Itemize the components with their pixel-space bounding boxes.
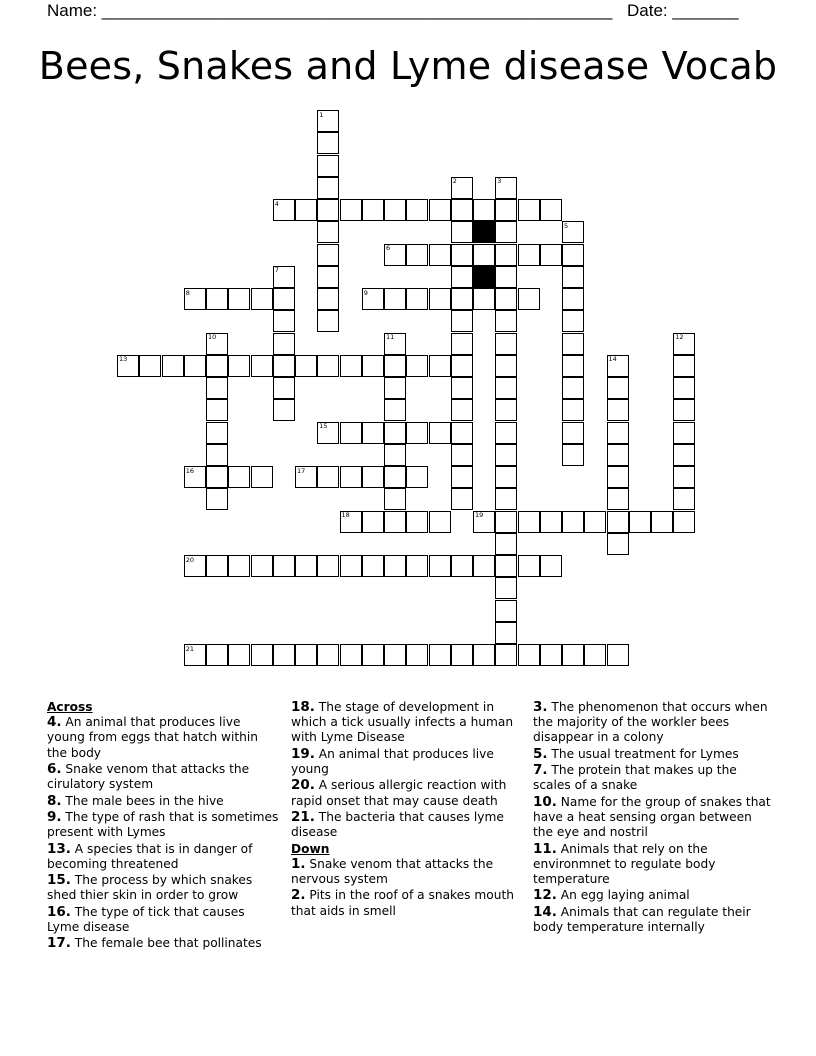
clue-item bbox=[47, 810, 279, 840]
grid-cell[interactable] bbox=[473, 555, 495, 577]
clue-item-text: A species that is in danger of becoming threatened bbox=[47, 841, 253, 871]
grid-cell[interactable] bbox=[607, 399, 629, 421]
clue-item-number: 15. bbox=[47, 872, 71, 889]
grid-cell[interactable] bbox=[317, 244, 339, 266]
clue-number-1: 1 bbox=[319, 110, 324, 119]
clue-item-number: 16. bbox=[47, 903, 71, 920]
grid-cell[interactable] bbox=[206, 399, 228, 421]
grid-cell[interactable] bbox=[340, 555, 362, 577]
grid-cell[interactable] bbox=[429, 355, 451, 377]
grid-cell[interactable] bbox=[495, 600, 517, 622]
grid-cell[interactable] bbox=[362, 199, 384, 221]
grid-cell[interactable] bbox=[473, 288, 495, 310]
grid-cell[interactable] bbox=[495, 555, 517, 577]
grid-cell[interactable] bbox=[495, 333, 517, 355]
clue-item bbox=[291, 888, 526, 918]
grid-cell[interactable] bbox=[607, 377, 629, 399]
grid-cell[interactable] bbox=[495, 377, 517, 399]
grid-cell[interactable] bbox=[495, 199, 517, 221]
grid-cell[interactable] bbox=[384, 199, 406, 221]
grid-cell[interactable] bbox=[495, 355, 517, 377]
clue-item-number: 6. bbox=[47, 761, 62, 777]
clue-item-text: An animal that produces live young from eggs that hatch within the body bbox=[47, 715, 259, 760]
grid-cell[interactable] bbox=[228, 644, 250, 666]
page-title: Bees, Snakes and Lyme disease Vocab bbox=[38, 44, 778, 88]
name-field[interactable]: Name: ______________________________________________________ bbox=[47, 1, 613, 20]
grid-cell[interactable] bbox=[495, 533, 517, 555]
clue-item-number: 20. bbox=[291, 777, 315, 794]
grid-cell[interactable] bbox=[406, 555, 428, 577]
grid-cell[interactable] bbox=[673, 511, 695, 533]
grid-cell[interactable] bbox=[451, 377, 473, 399]
grid-cell[interactable] bbox=[451, 221, 473, 243]
grid-cell[interactable] bbox=[451, 355, 473, 377]
clue-number-8: 8 bbox=[185, 288, 190, 297]
grid-cell[interactable] bbox=[451, 399, 473, 421]
clue-item bbox=[47, 936, 279, 951]
grid-cell[interactable] bbox=[384, 488, 406, 510]
clue-item-text: The bacteria that causes lyme disease bbox=[291, 809, 504, 840]
clue-item-number: 10. bbox=[533, 793, 557, 810]
grid-cell[interactable] bbox=[251, 644, 273, 666]
grid-cell[interactable] bbox=[384, 466, 406, 488]
grid-cell[interactable] bbox=[317, 555, 339, 577]
grid-cell[interactable] bbox=[139, 355, 161, 377]
grid-cell[interactable] bbox=[406, 422, 428, 444]
grid-cell[interactable] bbox=[317, 288, 339, 310]
grid-cell[interactable] bbox=[518, 555, 540, 577]
clue-item-number: 12. bbox=[533, 887, 557, 904]
grid-cell[interactable] bbox=[451, 422, 473, 444]
grid-cell[interactable] bbox=[607, 488, 629, 510]
grid-cell[interactable] bbox=[317, 644, 339, 666]
grid-cell[interactable] bbox=[228, 466, 250, 488]
grid-cell[interactable] bbox=[495, 466, 517, 488]
grid-cell[interactable] bbox=[562, 377, 584, 399]
clue-column-2 bbox=[291, 700, 526, 920]
grid-cell[interactable] bbox=[451, 444, 473, 466]
grid-cell[interactable] bbox=[607, 511, 629, 533]
grid-cell[interactable] bbox=[495, 488, 517, 510]
grid-cell[interactable] bbox=[406, 244, 428, 266]
grid-cell[interactable] bbox=[384, 555, 406, 577]
clue-item-number: 4. bbox=[47, 714, 62, 731]
grid-cell[interactable] bbox=[495, 399, 517, 421]
grid-cell[interactable] bbox=[540, 199, 562, 221]
grid-cell[interactable] bbox=[451, 555, 473, 577]
clue-item bbox=[47, 905, 279, 935]
date-field[interactable]: Date: _______ bbox=[627, 1, 739, 20]
grid-cell[interactable] bbox=[495, 221, 517, 243]
clue-item-text: Animals that rely on the environmnet to regulate body temperature bbox=[533, 841, 716, 886]
clue-item-number: 9. bbox=[47, 808, 62, 825]
grid-cell[interactable] bbox=[562, 644, 584, 666]
clue-item bbox=[47, 762, 279, 792]
grid-cell[interactable] bbox=[362, 511, 384, 533]
grid-cell[interactable] bbox=[607, 644, 629, 666]
clue-item-number: 1. bbox=[291, 855, 306, 872]
clue-item-text: Name for the group of snakes that have a heat sensing organ between the eye and nostril bbox=[533, 794, 771, 840]
grid-cell[interactable] bbox=[673, 444, 695, 466]
clue-item bbox=[291, 778, 526, 808]
clue-item-text: Pits in the roof of a snakes mouth that aids in smell bbox=[291, 888, 514, 918]
grid-cell[interactable] bbox=[562, 244, 584, 266]
clue-item bbox=[291, 857, 526, 887]
clue-item-text: The male bees in the hive bbox=[65, 793, 224, 808]
grid-cell[interactable] bbox=[384, 644, 406, 666]
grid-cell[interactable] bbox=[607, 444, 629, 466]
grid-cell[interactable] bbox=[340, 466, 362, 488]
clue-number-9: 9 bbox=[363, 288, 368, 297]
grid-cell[interactable] bbox=[251, 555, 273, 577]
clue-item bbox=[47, 715, 279, 761]
clue-item-number: 8. bbox=[47, 792, 62, 809]
grid-cell[interactable] bbox=[495, 244, 517, 266]
grid-cell[interactable] bbox=[317, 221, 339, 243]
grid-cell[interactable] bbox=[362, 466, 384, 488]
grid-cell[interactable] bbox=[384, 355, 406, 377]
grid-cell[interactable] bbox=[317, 155, 339, 177]
clue-item-number: 7. bbox=[533, 762, 548, 779]
grid-cell[interactable] bbox=[673, 377, 695, 399]
clue-item-text: An animal that produces live young bbox=[291, 746, 494, 776]
grid-cell[interactable] bbox=[251, 355, 273, 377]
grid-cell[interactable] bbox=[273, 310, 295, 332]
clue-item bbox=[47, 842, 279, 872]
grid-cell[interactable] bbox=[429, 288, 451, 310]
grid-cell[interactable] bbox=[562, 288, 584, 310]
grid-cell[interactable] bbox=[295, 355, 317, 377]
clue-column-3 bbox=[533, 700, 773, 936]
grid-cell[interactable] bbox=[629, 511, 651, 533]
clue-column-1 bbox=[47, 700, 279, 953]
grid-cell[interactable] bbox=[228, 555, 250, 577]
clue-item-text: An egg laying animal bbox=[560, 888, 690, 903]
clue-number-2: 2 bbox=[452, 177, 457, 186]
grid-cell[interactable] bbox=[495, 511, 517, 533]
clue-item-text: The stage of development in which a tick usually infects a human with Lyme Disease bbox=[291, 700, 514, 745]
clue-item-number: 17. bbox=[47, 935, 71, 952]
grid-cell[interactable] bbox=[406, 511, 428, 533]
grid-cell[interactable] bbox=[451, 644, 473, 666]
grid-cell[interactable] bbox=[495, 622, 517, 644]
clue-number-10: 10 bbox=[208, 333, 217, 341]
grid-cell[interactable] bbox=[495, 644, 517, 666]
grid-cell[interactable] bbox=[273, 288, 295, 310]
grid-cell[interactable] bbox=[295, 199, 317, 221]
clue-item-number: 21. bbox=[291, 808, 315, 825]
grid-cell[interactable] bbox=[206, 355, 228, 377]
grid-cell[interactable] bbox=[518, 288, 540, 310]
grid-cell[interactable] bbox=[451, 333, 473, 355]
grid-cell[interactable] bbox=[495, 422, 517, 444]
grid-cell[interactable] bbox=[451, 244, 473, 266]
grid-cell[interactable] bbox=[228, 288, 250, 310]
grid-cell[interactable] bbox=[429, 555, 451, 577]
grid-cell[interactable] bbox=[273, 644, 295, 666]
grid-cell[interactable] bbox=[473, 644, 495, 666]
grid-cell[interactable] bbox=[518, 244, 540, 266]
grid-cell[interactable] bbox=[540, 244, 562, 266]
grid-cell[interactable] bbox=[607, 466, 629, 488]
grid-cell[interactable] bbox=[673, 422, 695, 444]
grid-cell[interactable] bbox=[562, 310, 584, 332]
clue-number-5: 5 bbox=[564, 221, 569, 230]
grid-cell[interactable] bbox=[406, 466, 428, 488]
clue-item bbox=[533, 842, 773, 888]
clue-item-number: 18. bbox=[291, 699, 315, 715]
clue-item bbox=[291, 810, 526, 840]
grid-cell[interactable] bbox=[473, 244, 495, 266]
grid-cell[interactable] bbox=[340, 199, 362, 221]
grid-cell[interactable] bbox=[495, 288, 517, 310]
grid-cell[interactable] bbox=[518, 199, 540, 221]
clue-item bbox=[47, 873, 279, 903]
grid-cell[interactable] bbox=[273, 333, 295, 355]
grid-cell[interactable] bbox=[184, 355, 206, 377]
clue-number-11: 11 bbox=[386, 333, 395, 341]
grid-cell[interactable] bbox=[295, 555, 317, 577]
grid-cell[interactable] bbox=[451, 488, 473, 510]
grid-cell[interactable] bbox=[228, 355, 250, 377]
clue-item bbox=[533, 700, 773, 746]
grid-cell[interactable] bbox=[384, 288, 406, 310]
grid-cell[interactable] bbox=[429, 199, 451, 221]
grid-cell[interactable] bbox=[384, 399, 406, 421]
grid-cell[interactable] bbox=[562, 266, 584, 288]
clue-item-number: 14. bbox=[533, 903, 557, 920]
grid-cell[interactable] bbox=[429, 244, 451, 266]
grid-cell[interactable] bbox=[651, 511, 673, 533]
clue-number-15: 15 bbox=[319, 422, 328, 430]
clue-item-number: 2. bbox=[291, 887, 306, 904]
clue-number-6: 6 bbox=[386, 244, 391, 252]
grid-cell[interactable] bbox=[562, 333, 584, 355]
grid-cell[interactable] bbox=[495, 577, 517, 599]
grid-cell[interactable] bbox=[273, 355, 295, 377]
grid-cell[interactable] bbox=[317, 355, 339, 377]
grid-cell[interactable] bbox=[273, 399, 295, 421]
grid-cell[interactable] bbox=[317, 466, 339, 488]
clue-number-18: 18 bbox=[341, 511, 350, 519]
grid-cell[interactable] bbox=[562, 399, 584, 421]
grid-cell[interactable] bbox=[429, 644, 451, 666]
black-square bbox=[473, 221, 495, 243]
clue-item-number: 13. bbox=[47, 840, 71, 857]
clue-item-text: The process by which snakes shed thier skin in order to grow bbox=[47, 873, 253, 903]
clue-item-text: The usual treatment for Lymes bbox=[551, 746, 739, 761]
clue-number-14: 14 bbox=[608, 355, 617, 364]
grid-cell[interactable] bbox=[562, 355, 584, 377]
grid-cell[interactable] bbox=[406, 288, 428, 310]
clue-item bbox=[291, 747, 526, 777]
grid-cell[interactable] bbox=[340, 644, 362, 666]
grid-cell[interactable] bbox=[673, 355, 695, 377]
grid-cell[interactable] bbox=[295, 644, 317, 666]
clue-number-16: 16 bbox=[185, 466, 195, 475]
section-heading-across: Across bbox=[47, 700, 93, 714]
clue-number-13: 13 bbox=[119, 355, 128, 364]
grid-cell[interactable] bbox=[273, 555, 295, 577]
grid-cell[interactable] bbox=[206, 288, 228, 310]
grid-cell[interactable] bbox=[607, 422, 629, 444]
clue-number-3: 3 bbox=[497, 177, 502, 186]
grid-cell[interactable] bbox=[673, 466, 695, 488]
grid-cell[interactable] bbox=[540, 644, 562, 666]
grid-cell[interactable] bbox=[406, 355, 428, 377]
grid-cell[interactable] bbox=[362, 555, 384, 577]
clue-item-text: The type of rash that is sometimes present with Lymes bbox=[47, 809, 279, 840]
grid-cell[interactable] bbox=[317, 310, 339, 332]
grid-cell[interactable] bbox=[673, 488, 695, 510]
grid-cell[interactable] bbox=[251, 288, 273, 310]
section-heading-down: Down bbox=[291, 841, 330, 856]
grid-cell[interactable] bbox=[206, 377, 228, 399]
grid-cell[interactable] bbox=[206, 422, 228, 444]
grid-cell[interactable] bbox=[584, 644, 606, 666]
grid-cell[interactable] bbox=[562, 422, 584, 444]
grid-cell[interactable] bbox=[340, 422, 362, 444]
grid-cell[interactable] bbox=[406, 199, 428, 221]
clue-number-19: 19 bbox=[475, 511, 484, 519]
clue-item-number: 11. bbox=[533, 840, 557, 857]
grid-cell[interactable] bbox=[673, 399, 695, 421]
grid-cell[interactable] bbox=[317, 132, 339, 154]
grid-cell[interactable] bbox=[518, 644, 540, 666]
clue-item-text: Snake venom that attacks the cirulatory system bbox=[47, 762, 250, 792]
grid-cell[interactable] bbox=[162, 355, 184, 377]
clue-number-4: 4 bbox=[274, 199, 279, 208]
clue-number-12: 12 bbox=[675, 333, 684, 341]
grid-cell[interactable] bbox=[362, 355, 384, 377]
grid-cell[interactable] bbox=[495, 266, 517, 288]
grid-cell[interactable] bbox=[495, 310, 517, 332]
grid-cell[interactable] bbox=[206, 555, 228, 577]
grid-cell[interactable] bbox=[429, 511, 451, 533]
grid-cell[interactable] bbox=[384, 511, 406, 533]
clue-item bbox=[533, 795, 773, 841]
clue-item-text: The protein that makes up the scales of a snake bbox=[533, 763, 737, 793]
clue-item-number: 19. bbox=[291, 745, 315, 762]
grid-cell[interactable] bbox=[540, 511, 562, 533]
clue-number-17: 17 bbox=[297, 466, 306, 475]
clue-item-text: The phenomenon that occurs when the majority of the workler bees disappear in a colony bbox=[533, 700, 768, 745]
black-square bbox=[473, 266, 495, 288]
clue-item-text: The female bee that pollinates bbox=[74, 936, 262, 951]
grid-cell[interactable] bbox=[206, 488, 228, 510]
clue-item bbox=[533, 888, 773, 903]
clue-item-text: Snake venom that attacks the nervous system bbox=[291, 856, 494, 886]
grid-cell[interactable] bbox=[362, 644, 384, 666]
grid-cell[interactable] bbox=[451, 266, 473, 288]
grid-cell[interactable] bbox=[495, 444, 517, 466]
clue-item bbox=[533, 747, 773, 762]
clue-item bbox=[533, 905, 773, 935]
clue-item bbox=[47, 794, 279, 809]
grid-cell[interactable] bbox=[429, 422, 451, 444]
clue-item-text: Animals that can regulate their body temperature internally bbox=[533, 904, 751, 934]
grid-cell[interactable] bbox=[384, 444, 406, 466]
grid-cell[interactable] bbox=[340, 355, 362, 377]
grid-cell[interactable] bbox=[273, 377, 295, 399]
clue-item bbox=[291, 700, 526, 746]
grid-cell[interactable] bbox=[451, 199, 473, 221]
clue-item-number: 3. bbox=[533, 699, 548, 715]
grid-cell[interactable] bbox=[451, 288, 473, 310]
grid-cell[interactable] bbox=[584, 511, 606, 533]
clue-number-21: 21 bbox=[185, 644, 195, 653]
grid-cell[interactable] bbox=[607, 533, 629, 555]
clue-number-20: 20 bbox=[185, 555, 195, 564]
grid-cell[interactable] bbox=[540, 555, 562, 577]
grid-cell[interactable] bbox=[451, 466, 473, 488]
grid-cell[interactable] bbox=[362, 422, 384, 444]
clue-number-7: 7 bbox=[274, 266, 279, 275]
grid-cell[interactable] bbox=[206, 444, 228, 466]
grid-cell[interactable] bbox=[317, 266, 339, 288]
grid-cell[interactable] bbox=[384, 377, 406, 399]
clue-item bbox=[533, 763, 773, 793]
grid-cell[interactable] bbox=[206, 466, 228, 488]
clue-item-text: The type of tick that causes Lyme disease bbox=[47, 904, 245, 934]
clue-item-text: A serious allergic reaction with rapid onset that may cause death bbox=[291, 778, 507, 808]
grid-cell[interactable] bbox=[473, 199, 495, 221]
grid-cell[interactable] bbox=[406, 644, 428, 666]
grid-cell[interactable] bbox=[251, 466, 273, 488]
grid-cell[interactable] bbox=[384, 422, 406, 444]
clue-item-number: 5. bbox=[533, 745, 548, 762]
grid-cell[interactable] bbox=[518, 511, 540, 533]
grid-cell[interactable] bbox=[451, 310, 473, 332]
grid-cell[interactable] bbox=[206, 644, 228, 666]
grid-cell[interactable] bbox=[562, 444, 584, 466]
grid-cell[interactable] bbox=[317, 177, 339, 199]
grid-cell[interactable] bbox=[562, 511, 584, 533]
grid-cell[interactable] bbox=[317, 199, 339, 221]
